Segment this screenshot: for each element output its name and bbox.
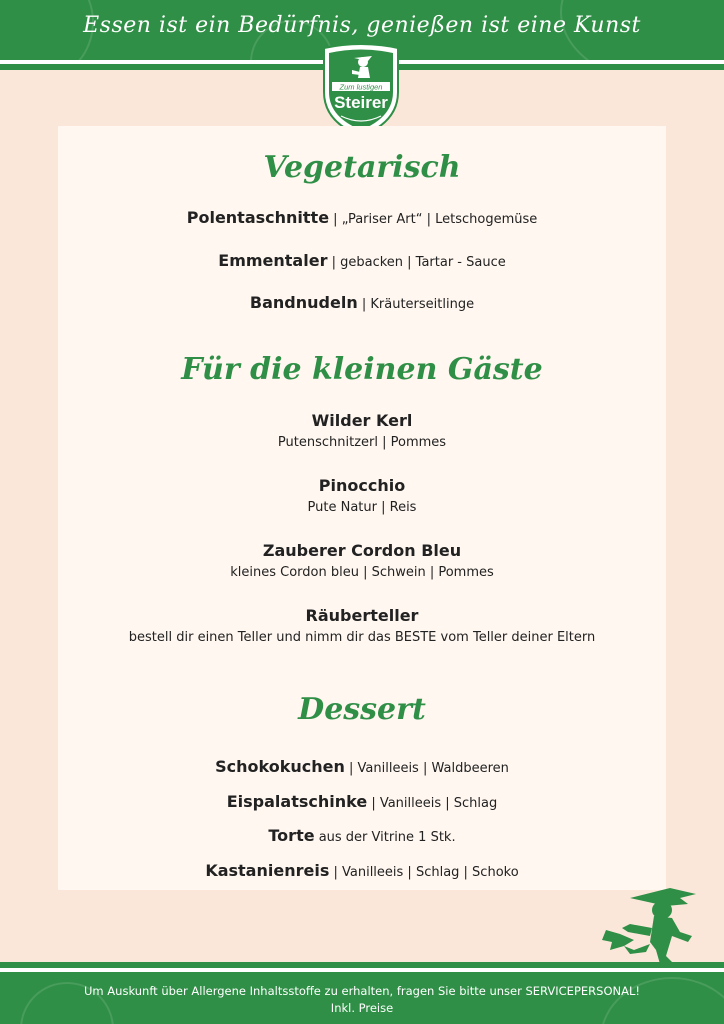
menu-item-raeuberteller-details: bestell dir einen Teller und nimm dir das BESTE vom Teller deiner Eltern bbox=[128, 630, 596, 645]
item-name: Eispalatschinke bbox=[226, 792, 368, 811]
item-name: Schokokuchen bbox=[215, 757, 345, 776]
section-title-kinder: Für die kleinen Gäste bbox=[181, 352, 543, 387]
menu-item-pinocchio: Pinocchio bbox=[318, 476, 406, 495]
menu-item-raeuberteller: Räuberteller bbox=[305, 606, 419, 625]
item-name: Polentaschnitte bbox=[186, 208, 330, 227]
section-title-vegetarisch: Vegetarisch bbox=[263, 150, 461, 185]
section-title-dessert: Dessert bbox=[298, 692, 426, 727]
footer-allergen-note: Um Auskunft über Allergene Inhaltsstoffe zu erhalten, fragen Sie bitte unser SERVICEPERSONAL! bbox=[84, 984, 640, 998]
item-details: | „Pariser Art“ | Letschogemüse bbox=[329, 212, 538, 227]
item-details: aus der Vitrine 1 Stk. bbox=[314, 830, 456, 845]
logo-line1: Zum lustigen bbox=[339, 82, 383, 92]
footer-band bbox=[0, 972, 724, 1024]
logo-line2: Steirer bbox=[334, 93, 388, 112]
menu-item-wilder-kerl: Wilder Kerl bbox=[311, 411, 413, 430]
menu-item-eispalatschinke bbox=[0, 792, 724, 811]
item-name: Bandnudeln bbox=[249, 293, 358, 312]
menu-item-emmentaler bbox=[0, 251, 724, 270]
menu-item-bandnudeln bbox=[0, 293, 724, 312]
menu-item-zauberer-cordon-bleu-details: kleines Cordon bleu | Schwein | Pommes bbox=[230, 565, 494, 580]
item-details: | Vanilleeis | Schlag | Schoko bbox=[329, 865, 519, 880]
footer-prices-note: Inkl. Preise bbox=[330, 1001, 394, 1015]
item-details: | gebacken | Tartar - Sauce bbox=[327, 255, 506, 270]
restaurant-logo bbox=[316, 42, 406, 138]
menu-item-torte bbox=[0, 826, 724, 845]
item-details: | Vanilleeis | Schlag bbox=[367, 796, 498, 811]
item-details: | Kräuterseitlinge bbox=[357, 297, 475, 312]
mascot-icon bbox=[600, 884, 700, 968]
menu-item-wilder-kerl-details: Putenschnitzerl | Pommes bbox=[277, 435, 447, 450]
menu-item-schokokuchen bbox=[0, 757, 724, 776]
item-name: Torte bbox=[268, 826, 315, 845]
item-name: Kastanienreis bbox=[205, 861, 330, 880]
header-slogan: Essen ist ein Bedürfnis, genießen ist eine Kunst bbox=[83, 13, 641, 38]
item-details: | Vanilleeis | Waldbeeren bbox=[344, 761, 509, 776]
menu-item-polentaschnitte bbox=[0, 208, 724, 227]
item-name: Emmentaler bbox=[218, 251, 328, 270]
menu-item-pinocchio-details: Pute Natur | Reis bbox=[307, 500, 417, 515]
menu-item-zauberer-cordon-bleu: Zauberer Cordon Bleu bbox=[262, 541, 462, 560]
menu-item-kastanienreis bbox=[0, 861, 724, 880]
